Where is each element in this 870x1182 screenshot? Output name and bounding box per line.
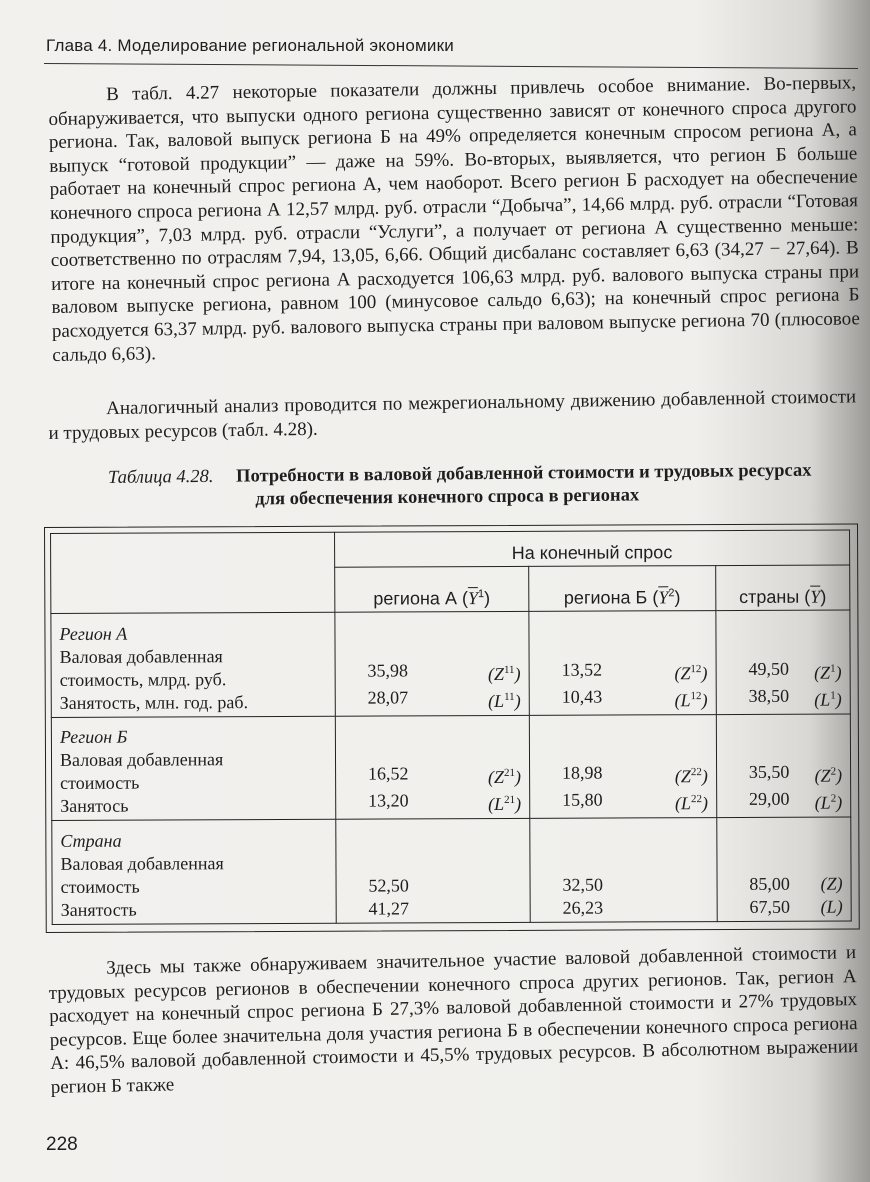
value-line bbox=[344, 897, 521, 921]
value-number: 32,50 bbox=[562, 874, 604, 895]
value-number: 13,20 bbox=[367, 790, 409, 811]
row-label-cell bbox=[51, 716, 335, 821]
value-symbol: $(L^{21})$ bbox=[488, 794, 522, 815]
paragraph-intro: В табл. 4.27 некоторые показатели должны привлечь особое внимание. Во-первых, обнаруживается, что выпуски одного региона существенно зависят от конечного спроса другого региона. Так, валовой выпуск региона Б на 49% определяется конечным спросом региона А, а выпуск “готовой продукции” — даже на 59%. Во-вторых, выявляется, что регион Б больше работает на конечный спрос региона А, чем наоборот. Всего регион Б расходует на обеспечение конечного спроса региона А 12,57 млрд. руб. отрасли “Добыча”, 14,66 млрд. руб. отрасли “Готовая продукция”, 7,03 млрд. руб. отрасли “Услуги”, а получает от региона А существенно меньше: соответственно по отраслям 7,94, 13,05, 6,66. Общий дисбаланс составляет 6,63 (34,27 − 27,64). В итоге на конечный спрос региона А расходуется 106,63 млрд. руб. валового выпуска страны при валовом выпуске региона, равном 100 (минусовое сальдо 6,63); на конечный спрос региона Б расходуется 63,37 млрд. руб. валового выпуска страны при валовом выпуске региона 70 (плюсовое сальдо 6,63). bbox=[48, 72, 860, 366]
value-symbol-sup: 22 bbox=[690, 766, 702, 779]
cell-region-a bbox=[335, 715, 530, 820]
value-symbol-letter: L bbox=[494, 794, 505, 815]
value-number: 35,98 bbox=[367, 660, 409, 681]
table-corner-cell bbox=[51, 532, 335, 613]
table-row bbox=[52, 817, 851, 924]
value-symbol-letter: Z bbox=[680, 766, 691, 787]
value-number: 38,50 bbox=[748, 685, 790, 706]
col-header-country-symbol: $\overline{Y}$ bbox=[810, 586, 821, 607]
table-caption-title-line1: Потребности в валовой добавленной стоимости и трудовых ресурсах bbox=[236, 460, 812, 487]
value-symbol-letter: L bbox=[826, 896, 837, 917]
value-symbol-sup: 12 bbox=[690, 662, 702, 675]
value-symbol-sup: 1 bbox=[830, 662, 836, 675]
table-caption-title-line2: для обеспечения конечного спроса в регионах bbox=[255, 485, 640, 510]
section-title: Страна bbox=[60, 830, 122, 851]
header-rule bbox=[44, 63, 858, 69]
col-header-country-label: страны bbox=[739, 586, 800, 607]
value-line bbox=[725, 761, 842, 789]
row-label-line: стоимость bbox=[60, 876, 140, 897]
row-label-line: Валовая добавленная bbox=[59, 645, 223, 667]
value-number: 41,27 bbox=[368, 898, 410, 919]
row-label-cell bbox=[51, 612, 335, 717]
row-label-line: стоимость, млрд. руб. bbox=[59, 668, 227, 690]
row-label-cell bbox=[52, 820, 336, 925]
value-line bbox=[538, 658, 708, 686]
value-line bbox=[724, 684, 841, 712]
value-symbol: $(L^2)$ bbox=[814, 792, 843, 813]
value-symbol: $(L^{11})$ bbox=[488, 690, 521, 711]
value-symbol: $(Z^{11})$ bbox=[487, 663, 521, 684]
value-line bbox=[538, 788, 708, 816]
value-number: 18,98 bbox=[561, 762, 603, 784]
value-symbol: (L) bbox=[820, 896, 843, 917]
value-symbol: $(Z^{12})$ bbox=[674, 662, 708, 683]
cell-country bbox=[716, 610, 851, 714]
value-symbol: $(Z^{22})$ bbox=[674, 766, 708, 787]
row-label-line: Занятость, млн. год. раб. bbox=[59, 691, 249, 713]
value-line bbox=[725, 788, 842, 816]
row-label-lines bbox=[60, 725, 327, 818]
paragraph-findings: Здесь мы также обнаруживаем значительное участие валовой добавленной стоимости и трудовых ресурсов регионов в обеспечении конечного спроса других регионов. Так, регион А расходует на конечный спрос региона Б 27,3% валовой добавленной стоимости и 27% трудовых ресурсов. Еще более значительна доля участия региона Б в обеспечении конечного спроса региона А: 46,5% валовой добавленной стоимости и 45,5% трудовых ресурсов. В абсолютном выражении регион Б также bbox=[48, 942, 859, 1098]
value-symbol-sup: 1 bbox=[830, 689, 836, 702]
row-label-line: Валовая добавленная bbox=[59, 749, 224, 771]
row-label-lines bbox=[60, 829, 327, 922]
cell-region-b bbox=[529, 611, 716, 715]
value-line bbox=[724, 657, 841, 685]
value-line bbox=[538, 685, 708, 713]
value-symbol-letter: L bbox=[820, 689, 831, 710]
row-label-lines bbox=[59, 621, 326, 714]
value-number: 28,07 bbox=[367, 687, 409, 708]
value-symbol-letter: Z bbox=[493, 663, 505, 684]
value-symbol: $(L^{22})$ bbox=[674, 793, 709, 814]
value-symbol-letter: L bbox=[680, 793, 692, 814]
cell-region-a bbox=[336, 819, 531, 924]
value-symbol-letter: L bbox=[494, 690, 505, 711]
value-line bbox=[344, 686, 521, 714]
value-symbol-letter: Z bbox=[826, 873, 837, 894]
row-label-line: Занятость bbox=[60, 899, 137, 920]
value-symbol-letter: L bbox=[820, 792, 831, 813]
value-number: 67,50 bbox=[749, 896, 791, 917]
value-symbol-sup: 21 bbox=[503, 767, 516, 780]
col-header-region-b-sup: 2 bbox=[668, 587, 675, 600]
col-header-region-a-symbol: $\overline{Y}$ bbox=[467, 588, 478, 609]
value-line bbox=[344, 762, 521, 790]
value-symbol: $(Z^1)$ bbox=[814, 662, 842, 683]
table-caption bbox=[108, 459, 868, 513]
value-symbol: $(L^{12})$ bbox=[674, 689, 708, 710]
value-symbol-letter: Z bbox=[493, 767, 505, 788]
value-number: 10,43 bbox=[561, 686, 603, 707]
value-number: 85,00 bbox=[749, 873, 790, 894]
value-number: 29,00 bbox=[748, 789, 790, 810]
value-symbol-letter: Z bbox=[820, 765, 831, 786]
table-row bbox=[51, 610, 850, 717]
value-symbol-sup: 21 bbox=[504, 794, 516, 807]
value-line bbox=[344, 874, 521, 898]
value-symbol-sup: 11 bbox=[504, 690, 515, 703]
paragraph-analogy: Аналогичный анализ проводится по межрегиональному движению добавленной стоимости и трудовых ресурсов (табл. 4.28). bbox=[48, 386, 857, 444]
value-number: 13,52 bbox=[561, 659, 603, 680]
value-number: 15,80 bbox=[562, 789, 603, 811]
section-title: Регион Б bbox=[59, 726, 128, 748]
group-header: На конечный спрос bbox=[334, 530, 849, 567]
value-line bbox=[343, 659, 520, 687]
value-number: 26,23 bbox=[562, 897, 604, 918]
value-symbol-sup: 2 bbox=[830, 792, 837, 805]
value-number: 52,50 bbox=[368, 875, 409, 896]
running-header: Глава 4. Моделирование региональной экономики bbox=[46, 36, 454, 55]
cell-country bbox=[716, 714, 851, 818]
value-symbol: $(Z^{21})$ bbox=[487, 767, 522, 788]
data-table bbox=[50, 529, 852, 924]
value-symbol: (Z) bbox=[820, 873, 843, 894]
value-symbol-letter: Z bbox=[820, 662, 831, 683]
col-header-region-a-sup: 1 bbox=[477, 588, 485, 601]
value-symbol-letter: Z bbox=[680, 662, 691, 683]
value-line bbox=[538, 873, 708, 897]
table-caption-label: Таблица 4.28. bbox=[108, 466, 214, 488]
col-header-region-b-symbol: $\overline{Y}$ bbox=[658, 587, 669, 608]
col-header-region-b: региона Б $(\overline{Y}^2)$ bbox=[529, 566, 716, 612]
section-title: Регион А bbox=[59, 623, 128, 644]
value-line bbox=[539, 896, 709, 920]
value-line bbox=[344, 789, 521, 817]
row-label-line: Валовая добавленная bbox=[60, 853, 224, 874]
cell-country bbox=[717, 817, 852, 921]
table-header-row bbox=[51, 530, 850, 568]
value-number: 16,52 bbox=[367, 763, 409, 784]
cell-region-a bbox=[335, 611, 530, 716]
value-symbol: $(Z^2)$ bbox=[814, 765, 843, 786]
value-number: 35,50 bbox=[748, 762, 790, 783]
col-header-region-a-label: региона А bbox=[373, 588, 457, 609]
row-label-line: Занятось bbox=[60, 795, 129, 817]
value-line bbox=[538, 761, 708, 789]
value-symbol-sup: 11 bbox=[503, 663, 515, 676]
value-symbol-letter: L bbox=[680, 689, 691, 710]
value-symbol-sup: 12 bbox=[690, 689, 702, 702]
cell-region-b bbox=[530, 818, 717, 923]
value-symbol: $(L^1)$ bbox=[814, 689, 842, 710]
value-line bbox=[725, 873, 842, 897]
value-line bbox=[725, 896, 842, 920]
col-header-country: страны $(\overline{Y})$ bbox=[715, 565, 849, 611]
page-number: 228 bbox=[46, 1134, 78, 1155]
value-symbol-sup: 2 bbox=[830, 765, 837, 778]
table-frame bbox=[44, 523, 860, 933]
col-header-region-b-label: региона Б bbox=[563, 587, 648, 608]
value-number: 49,50 bbox=[748, 658, 789, 679]
value-symbol-sup: 22 bbox=[690, 793, 703, 806]
row-label-line: стоимость bbox=[60, 772, 140, 794]
col-header-region-a: региона А $(\overline{Y}^1)$ bbox=[335, 566, 529, 612]
cell-region-b bbox=[529, 714, 716, 818]
table-row bbox=[51, 714, 850, 821]
